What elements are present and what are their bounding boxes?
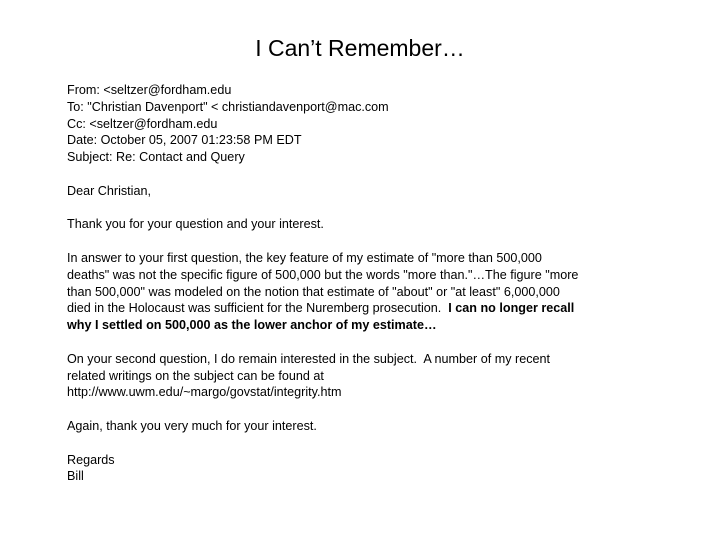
spacer (67, 334, 667, 351)
email-subject: Subject: Re: Contact and Query (67, 150, 245, 165)
thanks-line: Thank you for your question and your interest. (67, 217, 324, 232)
paragraph-line: In answer to your first question, the key feature of my estimate of "more than 500,000 (67, 250, 542, 265)
paragraph-second-question (67, 351, 667, 401)
closing-thanks: Again, thank you very much for your interest. (67, 418, 317, 433)
paragraph-line: than 500,000" was modeled on the notion that estimate of "about" or "at least" 6,000,000 (67, 284, 560, 299)
email-to: To: "Christian Davenport" < christiandavenport@mac.com (67, 99, 389, 114)
paragraph-first-question (67, 250, 667, 334)
email-date: Date: October 05, 2007 01:23:58 PM EDT (67, 133, 302, 148)
paragraph-line: related writings on the subject can be found at (67, 368, 324, 383)
paragraph-line-text: died in the Holocaust was sufficient for the Nuremberg prosecution. (67, 301, 442, 316)
signature: Bill (67, 469, 84, 484)
email-from: From: <seltzer@fordham.edu (67, 83, 232, 97)
paragraph-line: deaths" was not the specific figure of 500,000 but the words "more than."…The figure "more (67, 267, 579, 282)
paragraph-line-mixed (67, 300, 667, 317)
spacer (67, 435, 667, 452)
spacer (67, 233, 667, 250)
email-body (67, 82, 667, 485)
email-cc: Cc: <seltzer@fordham.edu (67, 116, 218, 131)
bold-emphasis-line: why I settled on 500,000 as the lower anchor of my estimate… (67, 318, 437, 333)
spacer (67, 200, 667, 217)
slide-title: I Can’t Remember… (255, 35, 465, 61)
signoff: Regards (67, 452, 115, 467)
spacer (67, 166, 667, 183)
paragraph-line: On your second question, I do remain interested in the subject. A number of my recent (67, 351, 551, 366)
spacer (67, 401, 667, 418)
url-text: http://www.uwm.edu/~margo/govstat/integrity.htm (67, 385, 342, 400)
greeting: Dear Christian, (67, 183, 151, 198)
bold-emphasis: I can no longer recall (448, 301, 575, 316)
